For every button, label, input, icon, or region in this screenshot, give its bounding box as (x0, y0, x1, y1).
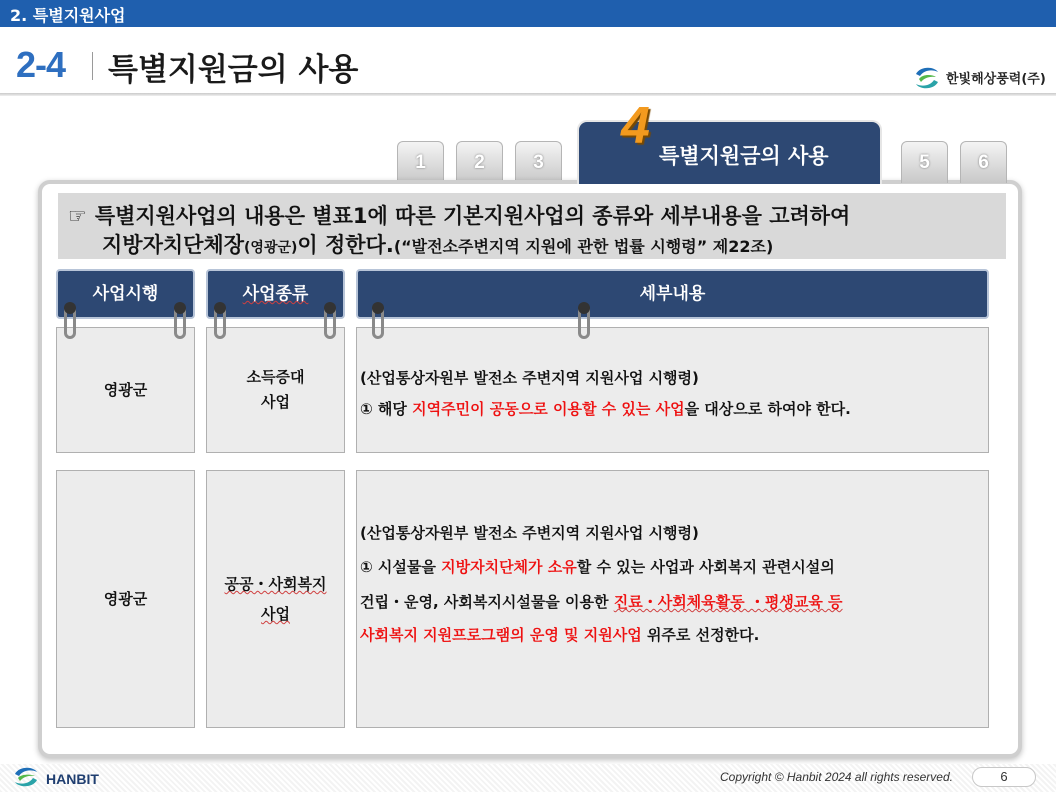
active-tab-number: 4 (621, 97, 650, 155)
row1-detail-line1 (360, 398, 851, 419)
row2-detail-line2 (360, 591, 843, 612)
binder-ring-icon (372, 305, 384, 339)
intro-reference: (“발전소주변지역 지원에 관한 법률 시행령” 제22조) (393, 237, 774, 256)
row2-detail-l1b: 할 수 있는 사업과 사회복지 관련시설의 (576, 558, 835, 576)
footer-brand: HANBIT (46, 771, 99, 787)
row2-detail-line3 (360, 624, 759, 645)
section-bar (0, 0, 1056, 27)
row2-detail-line1 (360, 556, 835, 577)
row2-type-line2: 사업 (261, 605, 290, 623)
copyright-text: Copyright © Hanbit 2024 all rights reserved. (720, 770, 953, 784)
header-divider (0, 93, 1056, 96)
row1-detail-l1-highlight: 지역주민이 공동으로 이용할 수 있는 사업 (412, 400, 685, 418)
row2-detail-l3b: 위주로 선정한다. (641, 626, 760, 644)
row1-detail-l1b: 을 대상으로 하여야 한다. (684, 400, 851, 418)
row2-detail-l1a: ① 시설물을 (360, 558, 442, 576)
row2-detail-l2-highlight: 진료・사회체육활동 ・평생교육 등 (613, 593, 843, 611)
row2-executor-cell (56, 470, 195, 728)
row1-type-line1: 소득증대 (246, 368, 305, 386)
pointing-hand-icon: ☞ (68, 204, 87, 228)
row2-detail-title: (산업통상자원부 발전소 주변지역 지원사업 시행령) (360, 524, 699, 542)
row2-executor: 영광군 (103, 589, 148, 608)
row1-type-line2: 사업 (261, 393, 290, 411)
binder-ring-icon (174, 305, 186, 339)
intro-text-2c: 이 정한다. (297, 233, 394, 257)
binder-ring-icon (324, 305, 336, 339)
binder-ring-icon (214, 305, 226, 339)
tab-4-active[interactable] (577, 97, 882, 184)
intro-text-2b: (영광군) (244, 240, 298, 256)
row1-detail-cell (356, 327, 989, 453)
tab-6[interactable]: 6 (960, 141, 1007, 183)
row2-detail-l1-highlight: 지방자치단체가 소유 (441, 558, 577, 576)
intro-line-1 (68, 200, 850, 230)
column-header-detail (356, 269, 989, 319)
title-divider (92, 52, 93, 80)
row2-type-line1: 공공・사회복지 (224, 575, 327, 593)
row2-detail-l2a: 건립・운영, 사회복지시설물을 이용한 (360, 593, 614, 611)
row1-detail-title: (산업통상자원부 발전소 주변지역 지원사업 시행령) (360, 369, 699, 387)
tab-2[interactable]: 2 (456, 141, 503, 183)
row2-detail-l3-highlight: 사회복지 지원프로그램의 운영 및 지원사업 (360, 626, 642, 644)
company-logo-icon (912, 64, 942, 92)
tab-3[interactable]: 3 (515, 141, 562, 183)
active-tab-label: 특별지원금의 사용 (659, 144, 829, 168)
intro-text-2a: 지방자치단체장 (102, 233, 245, 257)
company-name: 한빛해상풍력(주) (946, 72, 1046, 87)
binder-ring-icon (578, 305, 590, 339)
column-header-type-label: 사업종류 (242, 284, 309, 304)
binder-ring-icon (64, 305, 76, 339)
row1-executor-cell (56, 327, 195, 453)
intro-box (58, 193, 1006, 259)
tab-5[interactable]: 5 (901, 141, 948, 183)
row2-type-cell (206, 470, 345, 728)
row1-executor: 영광군 (103, 380, 148, 399)
section-number: 2-4 (16, 44, 66, 85)
tab-1[interactable]: 1 (397, 141, 444, 183)
intro-text-1: 특별지원사업의 내용은 별표1에 따른 기본지원사업의 종류와 세부내용을 고려하여 (94, 204, 851, 228)
page-number: 6 (972, 767, 1036, 787)
column-header-executor-label: 사업시행 (92, 284, 159, 304)
hanbit-logo-icon (12, 765, 40, 789)
column-header-detail-label: 세부내용 (639, 284, 706, 304)
row1-type-cell (206, 327, 345, 453)
row1-detail-l1a: ① 해당 (360, 400, 413, 418)
section-label: 2. 특별지원사업 (10, 6, 126, 25)
page-title: 특별지원금의 사용 (108, 52, 359, 88)
intro-line-2 (102, 229, 773, 259)
